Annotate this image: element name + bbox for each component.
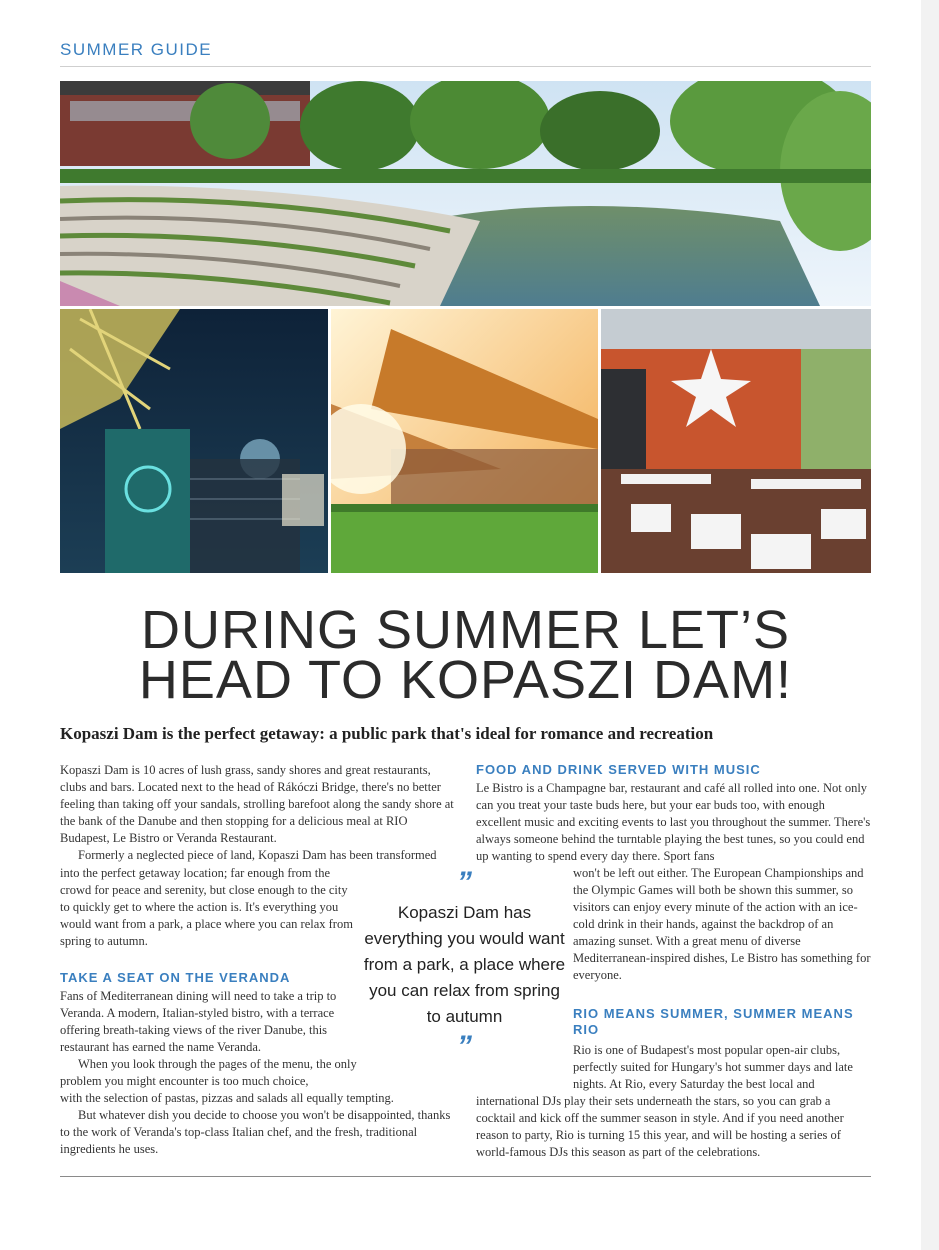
photo-night-club-entrance	[60, 309, 328, 573]
veranda-paragraph-3: But whatever dish you decide to choose you won't be disappointed, thanks to the work of Veranda's top-class Italian chef, and the fresh, traditional ingredients he uses.	[60, 1108, 451, 1156]
rio-text-wide	[476, 1093, 871, 1161]
photo-sunlit-terrace	[331, 309, 598, 573]
bistro-paragraph-start: Le Bistro is a Champagne bar, restaurant and café all rolled into one. Not only can you treat your taste buds here, but your ear buds too, with enough excellent music and exciting events to last you throughout the summer. There's always someone behind the turntable playing the best tunes, so you could end up wanting to spend every day there. Sport fans	[476, 781, 871, 863]
rio-text-narrow	[573, 1042, 871, 1093]
photo-amphitheatre-lake	[60, 81, 871, 306]
rio-paragraph-start: Rio is one of Budapest's most popular open-air clubs, perfectly suited for Hungary's hot summer days and late nights. At Rio, every Saturday the best local and	[573, 1043, 853, 1091]
page-edge-shadow	[921, 0, 939, 1250]
veranda-paragraph-2-start: When you look through the pages of the menu, the only problem you might encounter is too much choice,	[60, 1057, 357, 1088]
transformed-paragraph-rest: into the perfect getaway location; far enough from the crowd for peace and serenity, but close enough to the city to quickly get to where the action is. It's everything you would want from a park, a place where you can relax from spring to autumn.	[60, 866, 353, 948]
bistro-text-narrow	[573, 865, 871, 984]
food-drink-subheading: FOOD AND DRINK SERVED WITH MUSIC	[476, 762, 761, 777]
headline-line-1: DURING SUMMER LET’S	[140, 600, 791, 660]
headline-line-2: HEAD TO KOPASZI DAM!	[138, 650, 793, 710]
veranda-text-narrow	[60, 988, 358, 1090]
veranda-text-wide	[60, 1090, 455, 1158]
veranda-paragraph-1: Fans of Mediterranean dining will need to take a trip to Veranda. A modern, Italian-styled bistro, with a terrace offering breath-taking views of the river Danube, this restaurant has earned the name Veranda.	[60, 989, 337, 1054]
intro-paragraph: Kopaszi Dam is 10 acres of lush grass, sandy shores and great restaurants, clubs and bars. Located next to the head of Rákóczi Bridge, there's no better feeling than taking off your sandals, strolling barefoot along the sandy shore at the bank of the Danube and then stopping for a delicious meal at RIO Budapest, Le Bistro or Veranda Restaurant.	[60, 763, 454, 845]
photo-bistro-patio	[601, 309, 871, 573]
left-column-narrow	[60, 865, 355, 950]
bistro-text-wide	[476, 780, 871, 865]
transformed-paragraph-start: Formerly a neglected piece of land, Kopaszi Dam has been transformed	[78, 848, 437, 862]
left-column-intro	[60, 762, 455, 864]
pull-quote-text: Kopaszi Dam has everything you would want from a park, a place where you can relax from spring to autumn	[363, 903, 566, 1026]
rio-paragraph-rest: international DJs play their sets underneath the stars, so you can grab a cocktail and kick off the summer season in style. And if you need another reason to party, Rio is turning 15 this year, and will be hosting a series of world-famous DJs this season as part of the celebrations.	[476, 1094, 844, 1159]
headline	[60, 600, 871, 710]
bistro-paragraph-rest: won't be left out either. The European Championships and the Olympic Games will both be shown this summer, so visitors can enjoy every minute of the action with an ice-cold drink in their hands, against the backdrop of an amazing sunset. With a great menu of diverse Mediterranean-inspired dishes, Le Bistro has something for everyone.	[573, 866, 871, 982]
rio-subheading: RIO MEANS SUMMER, SUMMER MEANS RIO	[573, 1006, 854, 1037]
open-quote-mark: ”	[457, 866, 472, 899]
top-divider	[60, 66, 871, 67]
bottom-divider	[60, 1176, 871, 1177]
veranda-subheading: TAKE A SEAT ON THE VERANDA	[60, 970, 291, 985]
pull-quote	[362, 866, 567, 1063]
standfirst: Kopaszi Dam is the perfect getaway: a public park that's ideal for romance and recreation	[60, 724, 714, 743]
close-quote-mark: ”	[457, 1030, 472, 1063]
veranda-paragraph-2-rest: with the selection of pastas, pizzas and salads all equally tempting.	[60, 1091, 394, 1105]
section-label: SUMMER GUIDE	[60, 40, 213, 59]
